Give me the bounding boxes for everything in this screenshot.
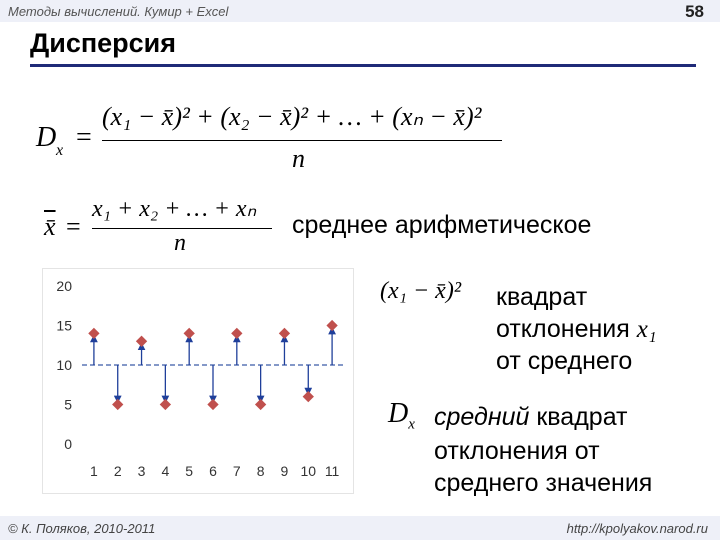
mean-denominator: n <box>174 230 186 256</box>
fraction-bar <box>102 140 502 141</box>
deviation-chart <box>42 268 354 494</box>
dx-symbol: $D_x$ <box>388 398 415 433</box>
x-tick-label: 11 <box>324 463 340 479</box>
square-term-line1: квадрат <box>496 283 588 311</box>
formula-denominator: n <box>292 144 305 173</box>
x-tick-label: 6 <box>209 463 217 479</box>
presentation-title: Методы вычислений. Кумир + Excel <box>8 4 229 19</box>
mean-fraction-bar <box>92 228 272 229</box>
dx-line2: отклонения от <box>434 437 600 465</box>
square-term-var: x₁ <box>636 316 657 343</box>
variance-formula: D x = (x₁ − x̄)² + (x₂ − x̄)² + … + (xₙ − x̄)² n <box>36 96 506 176</box>
dx-line1: средний квадрат <box>434 403 628 431</box>
mean-caption: среднее арифметическое <box>292 211 592 239</box>
y-tick-label: 20 <box>56 278 72 294</box>
x-tick-label: 7 <box>232 463 241 479</box>
page-number: 58 <box>685 2 704 21</box>
y-tick-label: 0 <box>64 436 72 452</box>
x-tick-label: 3 <box>137 463 146 479</box>
footer-url[interactable]: http://kpolyakov.narod.ru <box>566 521 708 536</box>
mean-lhs: x̄ <box>44 212 56 241</box>
mean-formula: x̄ = x₁ + x₂ + … + xₙ n <box>44 192 284 262</box>
x-tick-label: 10 <box>300 463 317 479</box>
footer-bar <box>0 516 720 540</box>
y-tick-label: 15 <box>56 317 72 334</box>
y-tick-label: 10 <box>56 357 72 373</box>
slide-heading: Дисперсия <box>30 28 177 58</box>
y-tick-label: 5 <box>64 396 72 413</box>
x-tick-label: 2 <box>113 463 122 479</box>
x-tick-label: 4 <box>161 463 170 479</box>
formula-lhs-sub: x <box>56 142 64 159</box>
x-tick-label: 1 <box>90 463 98 479</box>
chart-frame <box>43 269 354 494</box>
header-bar <box>0 0 720 22</box>
square-term-line2: отклонения x₁ <box>496 315 657 343</box>
x-tick-label: 8 <box>256 463 265 479</box>
formula-numerator: (x₁ − x̄)² + (x₂ − x̄)² + … + (xₙ − x̄)² <box>102 102 482 131</box>
footer-author: © К. Поляков, 2010-2011 <box>8 521 156 536</box>
mean-numerator: x₁ + x₂ + … + xₙ <box>92 196 257 222</box>
dx-line3: среднего значения <box>434 469 653 497</box>
square-term-line3: от среднего <box>496 347 633 375</box>
x-tick-label: 5 <box>185 463 194 479</box>
heading-rule <box>30 64 696 67</box>
formula-lhs: D <box>36 122 57 153</box>
x-tick-label: 9 <box>280 463 289 479</box>
square-term-formula: (x₁ − x̄)² <box>380 278 462 304</box>
